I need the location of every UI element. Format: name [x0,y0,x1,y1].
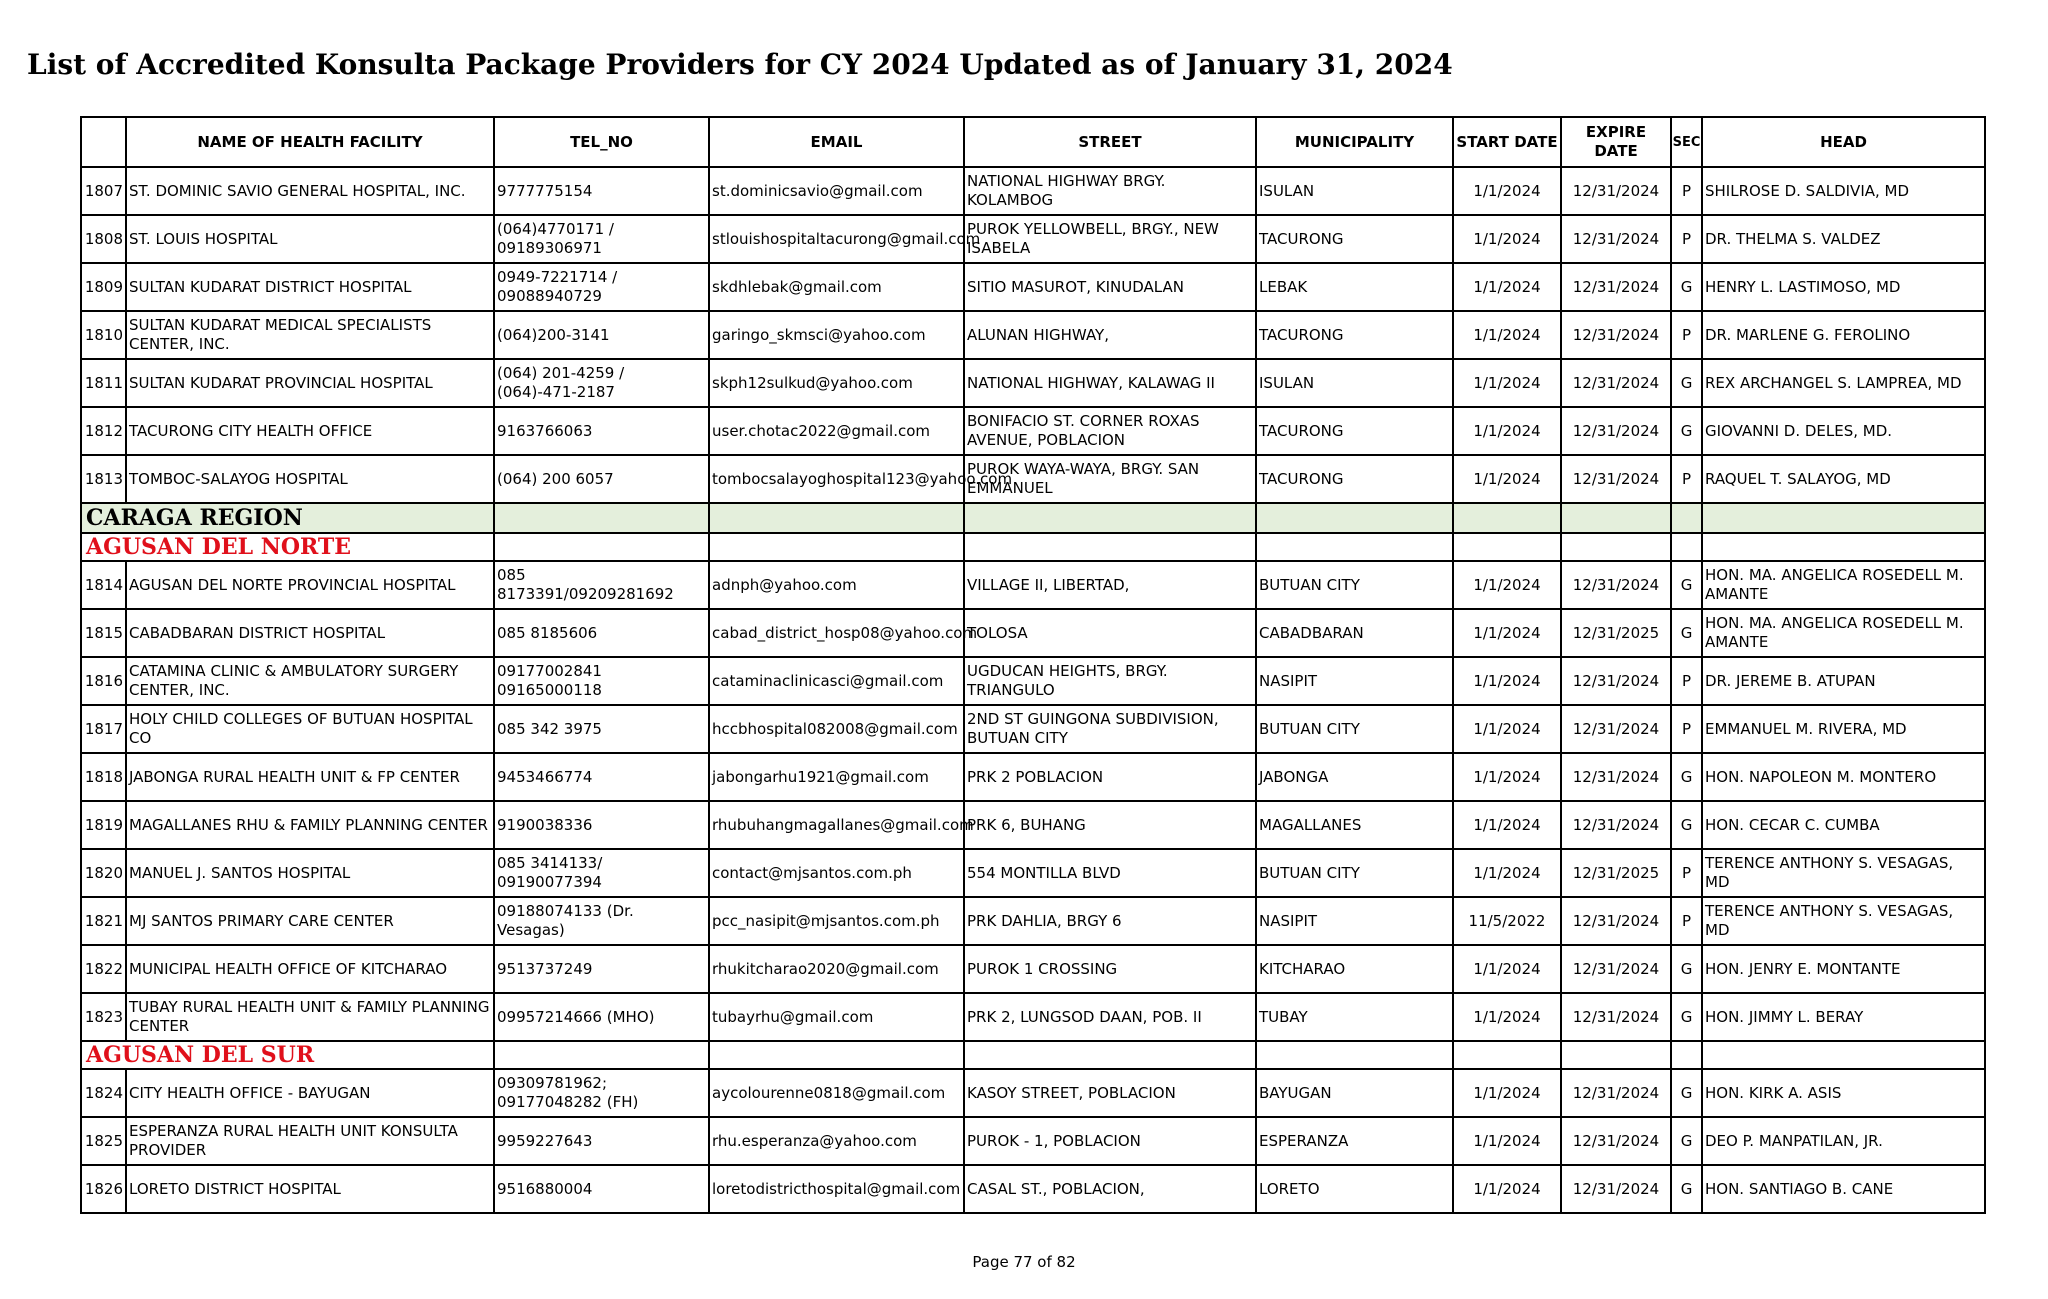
email-address: rhubuhangmagallanes@gmail.com [709,801,964,849]
sector-code: P [1671,455,1702,503]
row-number: 1820 [81,849,126,897]
tel-number: 085 8185606 [494,609,709,657]
facility-head: HON. NAPOLEON M. MONTERO [1702,753,1985,801]
email-address: tubayrhu@gmail.com [709,993,964,1041]
email-address: rhukitcharao2020@gmail.com [709,945,964,993]
expire-date: 12/31/2024 [1561,1117,1671,1165]
email-address: adnph@yahoo.com [709,561,964,609]
start-date: 1/1/2024 [1453,849,1561,897]
facility-head: HON. JENRY E. MONTANTE [1702,945,1985,993]
municipality: KITCHARAO [1256,945,1453,993]
facility-name: HOLY CHILD COLLEGES OF BUTUAN HOSPITAL CO [126,705,494,753]
table-row [81,705,1985,753]
start-date: 1/1/2024 [1453,945,1561,993]
row-number: 1819 [81,801,126,849]
facility-head: DEO P. MANPATILAN, JR. [1702,1117,1985,1165]
tel-number: 9516880004 [494,1165,709,1213]
email-address: pcc_nasipit@mjsantos.com.ph [709,897,964,945]
municipality: BUTUAN CITY [1256,561,1453,609]
row-number: 1821 [81,897,126,945]
tel-number: (064) 200 6057 [494,455,709,503]
street-address: ALUNAN HIGHWAY, [964,311,1256,359]
empty-cell [494,533,709,561]
empty-cell [1453,533,1561,561]
tel-number: (064)4770171 / 09189306971 [494,215,709,263]
sector-code: G [1671,1117,1702,1165]
col-municipality: MUNICIPALITY [1256,117,1453,167]
municipality: TACURONG [1256,407,1453,455]
expire-date: 12/31/2024 [1561,897,1671,945]
facility-head: SHILROSE D. SALDIVIA, MD [1702,167,1985,215]
empty-cell [964,1041,1256,1069]
row-number: 1818 [81,753,126,801]
facility-head: DR. THELMA S. VALDEZ [1702,215,1985,263]
email-address: skdhlebak@gmail.com [709,263,964,311]
sector-code: P [1671,897,1702,945]
sector-code: P [1671,215,1702,263]
email-address: rhu.esperanza@yahoo.com [709,1117,964,1165]
col-sec: SEC [1671,117,1702,167]
expire-date: 12/31/2024 [1561,167,1671,215]
sector-code: G [1671,407,1702,455]
providers-table [80,116,1986,1214]
facility-name: LORETO DISTRICT HOSPITAL [126,1165,494,1213]
empty-cell [1453,1041,1561,1069]
table-row [81,993,1985,1041]
municipality: TACURONG [1256,455,1453,503]
col-expire-date: EXPIRE DATE [1561,117,1671,167]
empty-cell [1256,1041,1453,1069]
empty-cell [964,533,1256,561]
table-row [81,263,1985,311]
facility-head: RAQUEL T. SALAYOG, MD [1702,455,1985,503]
table-row [81,1117,1985,1165]
row-number: 1808 [81,215,126,263]
province-row-label: AGUSAN DEL SUR [81,1041,494,1069]
sector-code: G [1671,609,1702,657]
start-date: 1/1/2024 [1453,609,1561,657]
email-address: aycolourenne0818@gmail.com [709,1069,964,1117]
tel-number: 9163766063 [494,407,709,455]
col-head: HEAD [1702,117,1985,167]
email-address: jabongarhu1921@gmail.com [709,753,964,801]
col-email: EMAIL [709,117,964,167]
email-address: cataminaclinicasci@gmail.com [709,657,964,705]
province-row [81,533,1985,561]
row-number: 1822 [81,945,126,993]
facility-head: HON. CECAR C. CUMBA [1702,801,1985,849]
sector-code: P [1671,657,1702,705]
expire-date: 12/31/2024 [1561,657,1671,705]
municipality: JABONGA [1256,753,1453,801]
table-row [81,657,1985,705]
row-number: 1817 [81,705,126,753]
sector-code: P [1671,167,1702,215]
expire-date: 12/31/2024 [1561,407,1671,455]
tel-number: 9513737249 [494,945,709,993]
sector-code: G [1671,993,1702,1041]
tel-number: 085 342 3975 [494,705,709,753]
facility-name: CITY HEALTH OFFICE - BAYUGAN [126,1069,494,1117]
expire-date: 12/31/2024 [1561,455,1671,503]
tel-number: 09957214666 (MHO) [494,993,709,1041]
start-date: 11/5/2022 [1453,897,1561,945]
start-date: 1/1/2024 [1453,311,1561,359]
start-date: 1/1/2024 [1453,1165,1561,1213]
start-date: 1/1/2024 [1453,993,1561,1041]
street-address: NATIONAL HIGHWAY, KALAWAG II [964,359,1256,407]
municipality: MAGALLANES [1256,801,1453,849]
col-start-date: START DATE [1453,117,1561,167]
municipality: LORETO [1256,1165,1453,1213]
expire-date: 12/31/2024 [1561,993,1671,1041]
facility-name: ESPERANZA RURAL HEALTH UNIT KONSULTA PROVIDER [126,1117,494,1165]
start-date: 1/1/2024 [1453,801,1561,849]
facility-head: HON. SANTIAGO B. CANE [1702,1165,1985,1213]
email-address: skph12sulkud@yahoo.com [709,359,964,407]
facility-head: EMMANUEL M. RIVERA, MD [1702,705,1985,753]
street-address: PUROK 1 CROSSING [964,945,1256,993]
start-date: 1/1/2024 [1453,561,1561,609]
street-address: TOLOSA [964,609,1256,657]
facility-head: REX ARCHANGEL S. LAMPREA, MD [1702,359,1985,407]
tel-number: 0949-7221714 / 09088940729 [494,263,709,311]
email-address: loretodistricthospital@gmail.com [709,1165,964,1213]
sector-code: G [1671,945,1702,993]
expire-date: 12/31/2024 [1561,945,1671,993]
tel-number: 9777775154 [494,167,709,215]
empty-cell [709,1041,964,1069]
row-number: 1823 [81,993,126,1041]
facility-name: CABADBARAN DISTRICT HOSPITAL [126,609,494,657]
row-number: 1810 [81,311,126,359]
tel-number: 085 3414133/ 09190077394 [494,849,709,897]
start-date: 1/1/2024 [1453,1117,1561,1165]
table-row [81,897,1985,945]
municipality: BUTUAN CITY [1256,849,1453,897]
table-row [81,561,1985,609]
page-title: List of Accredited Konsulta Package Providers for CY 2024 Updated as of January 31, 2024 [27,48,1453,81]
table-row [81,609,1985,657]
row-number: 1809 [81,263,126,311]
row-number: 1824 [81,1069,126,1117]
municipality: NASIPIT [1256,657,1453,705]
empty-cell [1671,1041,1702,1069]
start-date: 1/1/2024 [1453,753,1561,801]
empty-cell [494,1041,709,1069]
facility-name: SULTAN KUDARAT PROVINCIAL HOSPITAL [126,359,494,407]
expire-date: 12/31/2024 [1561,753,1671,801]
municipality: TACURONG [1256,311,1453,359]
street-address: PUROK - 1, POBLACION [964,1117,1256,1165]
expire-date: 12/31/2024 [1561,215,1671,263]
table-row [81,753,1985,801]
start-date: 1/1/2024 [1453,455,1561,503]
empty-cell [1561,533,1671,561]
table-row [81,945,1985,993]
facility-name: SULTAN KUDARAT MEDICAL SPECIALISTS CENTER, INC. [126,311,494,359]
facility-name: ST. DOMINIC SAVIO GENERAL HOSPITAL, INC. [126,167,494,215]
tel-number: (064)200-3141 [494,311,709,359]
row-number: 1814 [81,561,126,609]
sector-code: G [1671,359,1702,407]
sector-code: P [1671,705,1702,753]
sector-code: P [1671,311,1702,359]
start-date: 1/1/2024 [1453,215,1561,263]
expire-date: 12/31/2024 [1561,561,1671,609]
start-date: 1/1/2024 [1453,263,1561,311]
email-address: st.dominicsavio@gmail.com [709,167,964,215]
street-address: PRK 2, LUNGSOD DAAN, POB. II [964,993,1256,1041]
col-tel: TEL_NO [494,117,709,167]
street-address: PRK DAHLIA, BRGY 6 [964,897,1256,945]
facility-name: MUNICIPAL HEALTH OFFICE OF KITCHARAO [126,945,494,993]
empty-cell [709,503,964,533]
page-footer: Page 77 of 82 [972,1253,1076,1271]
street-address: BONIFACIO ST. CORNER ROXAS AVENUE, POBLACION [964,407,1256,455]
street-address: KASOY STREET, POBLACION [964,1069,1256,1117]
tel-number: 09309781962; 09177048282 (FH) [494,1069,709,1117]
facility-head: HON. MA. ANGELICA ROSEDELL M. AMANTE [1702,609,1985,657]
tel-number: 09177002841 09165000118 [494,657,709,705]
sector-code: G [1671,561,1702,609]
facility-head: DR. MARLENE G. FEROLINO [1702,311,1985,359]
province-row [81,1041,1985,1069]
row-number: 1815 [81,609,126,657]
col-facility: NAME OF HEALTH FACILITY [126,117,494,167]
street-address: 2ND ST GUINGONA SUBDIVISION, BUTUAN CITY [964,705,1256,753]
sector-code: G [1671,1069,1702,1117]
facility-name: MJ SANTOS PRIMARY CARE CENTER [126,897,494,945]
expire-date: 12/31/2025 [1561,609,1671,657]
row-number: 1812 [81,407,126,455]
email-address: tombocsalayoghospital123@yahoo.com [709,455,964,503]
facility-head: TERENCE ANTHONY S. VESAGAS, MD [1702,849,1985,897]
street-address: PRK 6, BUHANG [964,801,1256,849]
email-address: user.chotac2022@gmail.com [709,407,964,455]
table-row [81,311,1985,359]
facility-name: TUBAY RURAL HEALTH UNIT & FAMILY PLANNING CENTER [126,993,494,1041]
province-row-label: AGUSAN DEL NORTE [81,533,494,561]
table-row [81,849,1985,897]
municipality: TUBAY [1256,993,1453,1041]
email-address: stlouishospitaltacurong@gmail.com [709,215,964,263]
expire-date: 12/31/2024 [1561,263,1671,311]
street-address: NATIONAL HIGHWAY BRGY. KOLAMBOG [964,167,1256,215]
expire-date: 12/31/2025 [1561,849,1671,897]
tel-number: 09188074133 (Dr. Vesagas) [494,897,709,945]
expire-date: 12/31/2024 [1561,801,1671,849]
empty-cell [1561,1041,1671,1069]
empty-cell [1702,533,1985,561]
expire-date: 12/31/2024 [1561,1069,1671,1117]
row-number: 1807 [81,167,126,215]
header-row [81,117,1985,167]
facility-head: GIOVANNI D. DELES, MD. [1702,407,1985,455]
municipality: NASIPIT [1256,897,1453,945]
start-date: 1/1/2024 [1453,407,1561,455]
table-row [81,167,1985,215]
expire-date: 12/31/2024 [1561,359,1671,407]
empty-cell [1671,533,1702,561]
facility-head: HON. JIMMY L. BERAY [1702,993,1985,1041]
table-row [81,1165,1985,1213]
tel-number: 9959227643 [494,1117,709,1165]
table-row [81,407,1985,455]
street-address: VILLAGE II, LIBERTAD, [964,561,1256,609]
empty-cell [709,533,964,561]
street-address: PUROK YELLOWBELL, BRGY., NEW ISABELA [964,215,1256,263]
street-address: PUROK WAYA-WAYA, BRGY. SAN EMMANUEL [964,455,1256,503]
row-number: 1816 [81,657,126,705]
start-date: 1/1/2024 [1453,705,1561,753]
empty-cell [1671,503,1702,533]
table-row [81,455,1985,503]
table-row [81,1069,1985,1117]
street-address: PRK 2 POBLACION [964,753,1256,801]
facility-name: CATAMINA CLINIC & AMBULATORY SURGERY CENTER, INC. [126,657,494,705]
table-row [81,215,1985,263]
empty-cell [1702,1041,1985,1069]
street-address: CASAL ST., POBLACION, [964,1165,1256,1213]
tel-number: 9453466774 [494,753,709,801]
col-number [81,117,126,167]
empty-cell [1453,503,1561,533]
expire-date: 12/31/2024 [1561,1165,1671,1213]
row-number: 1813 [81,455,126,503]
facility-name: ST. LOUIS HOSPITAL [126,215,494,263]
facility-head: TERENCE ANTHONY S. VESAGAS, MD [1702,897,1985,945]
sector-code: G [1671,1165,1702,1213]
facility-name: AGUSAN DEL NORTE PROVINCIAL HOSPITAL [126,561,494,609]
municipality: BUTUAN CITY [1256,705,1453,753]
table-row [81,801,1985,849]
empty-cell [494,503,709,533]
start-date: 1/1/2024 [1453,167,1561,215]
row-number: 1811 [81,359,126,407]
street-address: SITIO MASUROT, KINUDALAN [964,263,1256,311]
municipality: TACURONG [1256,215,1453,263]
empty-cell [1702,503,1985,533]
empty-cell [1561,503,1671,533]
region-row [81,503,1985,533]
facility-head: HON. MA. ANGELICA ROSEDELL M. AMANTE [1702,561,1985,609]
sector-code: P [1671,849,1702,897]
tel-number: (064) 201-4259 / (064)-471-2187 [494,359,709,407]
email-address: contact@mjsantos.com.ph [709,849,964,897]
facility-name: MANUEL J. SANTOS HOSPITAL [126,849,494,897]
table-row [81,359,1985,407]
facility-head: DR. JEREME B. ATUPAN [1702,657,1985,705]
municipality: LEBAK [1256,263,1453,311]
facility-head: HON. KIRK A. ASIS [1702,1069,1985,1117]
email-address: garingo_skmsci@yahoo.com [709,311,964,359]
municipality: BAYUGAN [1256,1069,1453,1117]
tel-number: 085 8173391/09209281692 [494,561,709,609]
street-address: UGDUCAN HEIGHTS, BRGY. TRIANGULO [964,657,1256,705]
facility-name: SULTAN KUDARAT DISTRICT HOSPITAL [126,263,494,311]
municipality: CABADBARAN [1256,609,1453,657]
municipality: ISULAN [1256,167,1453,215]
sector-code: G [1671,753,1702,801]
facility-name: TACURONG CITY HEALTH OFFICE [126,407,494,455]
empty-cell [1256,503,1453,533]
start-date: 1/1/2024 [1453,657,1561,705]
region-row-label: CARAGA REGION [81,503,494,533]
facility-name: TOMBOC-SALAYOG HOSPITAL [126,455,494,503]
start-date: 1/1/2024 [1453,1069,1561,1117]
street-address: 554 MONTILLA BLVD [964,849,1256,897]
facility-head: HENRY L. LASTIMOSO, MD [1702,263,1985,311]
email-address: cabad_district_hosp08@yahoo.com [709,609,964,657]
municipality: ISULAN [1256,359,1453,407]
expire-date: 12/31/2024 [1561,705,1671,753]
facility-name: JABONGA RURAL HEALTH UNIT & FP CENTER [126,753,494,801]
sector-code: G [1671,801,1702,849]
empty-cell [1256,533,1453,561]
facility-name: MAGALLANES RHU & FAMILY PLANNING CENTER [126,801,494,849]
tel-number: 9190038336 [494,801,709,849]
start-date: 1/1/2024 [1453,359,1561,407]
sector-code: G [1671,263,1702,311]
municipality: ESPERANZA [1256,1117,1453,1165]
row-number: 1826 [81,1165,126,1213]
expire-date: 12/31/2024 [1561,311,1671,359]
email-address: hccbhospital082008@gmail.com [709,705,964,753]
col-street: STREET [964,117,1256,167]
empty-cell [964,503,1256,533]
row-number: 1825 [81,1117,126,1165]
